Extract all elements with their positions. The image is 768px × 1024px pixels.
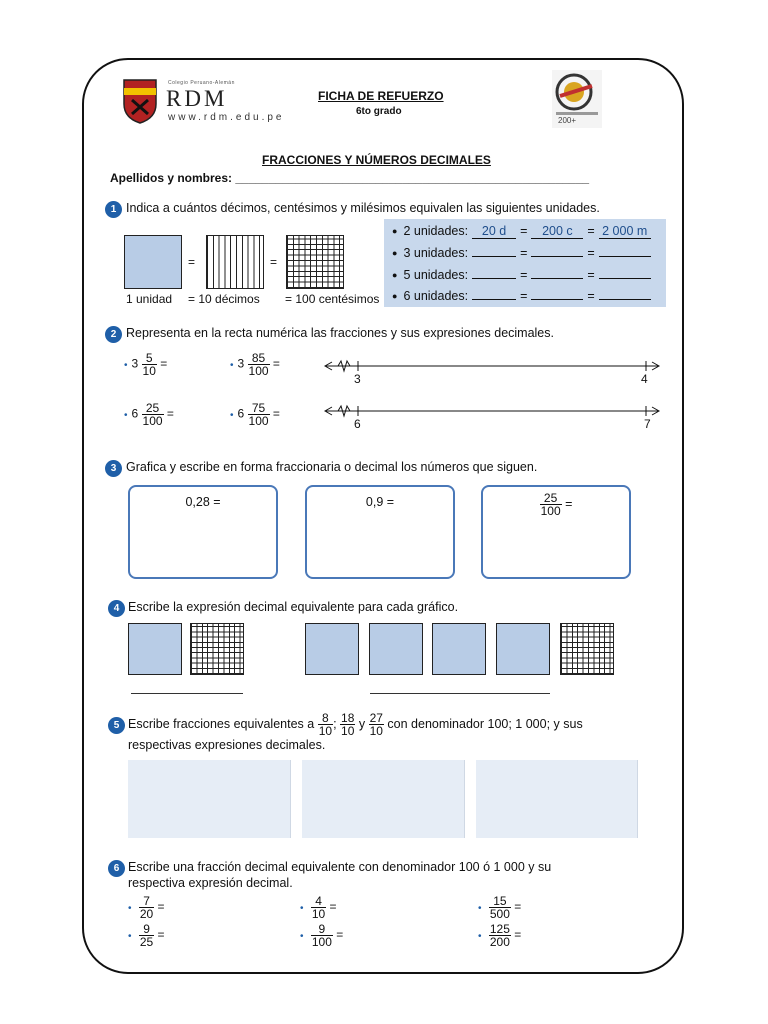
question-3-number: 3 — [105, 460, 122, 477]
row-label: 2 unidades: — [403, 224, 469, 238]
answer-blank[interactable]: 200 c — [531, 224, 583, 239]
whole-part: 3 — [237, 356, 245, 371]
row-label: 5 unidades: — [403, 268, 469, 282]
number-line-1-start: 3 — [354, 372, 361, 386]
denominator: 10 — [369, 724, 383, 738]
text-segment: con denominador 100; 1 000; y sus — [387, 716, 583, 731]
question-2-text: Representa en la recta numérica las fracciones y sus expresiones decimales. — [126, 326, 554, 340]
number-line-1-end: 4 — [641, 372, 648, 386]
fraction — [540, 492, 562, 517]
fraction — [142, 402, 164, 427]
number-line-2 — [322, 403, 662, 423]
bullet-icon: ● — [392, 270, 398, 280]
numerator: 7 — [139, 895, 154, 908]
text-segment: Escribe fracciones equivalentes a — [128, 716, 315, 731]
topic-title: FRACCIONES Y NÚMEROS DECIMALES — [262, 153, 491, 167]
fraction — [489, 895, 511, 920]
fraction — [139, 895, 154, 920]
numerator: 75 — [248, 402, 270, 415]
denominator: 100 — [142, 414, 163, 428]
question-1-text: Indica a cuántos décimos, centésimos y milésimos equivalen las siguientes unidades. — [126, 201, 600, 215]
unit-square — [305, 623, 359, 675]
numerator: 25 — [142, 402, 164, 415]
unit-square — [496, 623, 550, 675]
graph-answer-box[interactable] — [481, 485, 631, 579]
numerator: 4 — [311, 895, 326, 908]
fraction — [311, 895, 326, 920]
bullet-icon: ● — [392, 248, 398, 258]
denominator: 100 — [311, 935, 332, 949]
units-row: ● 5 unidades: = = — [392, 268, 655, 282]
fraction — [311, 923, 333, 948]
school-small-text: Colegio Peruano-Alemán — [168, 80, 235, 86]
unit-square — [128, 623, 182, 675]
numerator: 8 — [318, 712, 333, 725]
denominator: 25 — [139, 935, 154, 949]
fraction-item: • $\frac{9}{100}$ = — [300, 922, 344, 949]
answer-blank[interactable] — [531, 278, 583, 279]
numerator: 85 — [248, 352, 270, 365]
units-row: ● 6 unidades: = = — [392, 289, 655, 303]
denominator: 200 — [489, 935, 510, 949]
denominator: 100 — [248, 414, 269, 428]
name-field-label: Apellidos y nombres: _____________________________________________________ — [110, 171, 590, 185]
box-prompt: 0,28 = — [185, 495, 221, 509]
question-6-text: Escribe una fracción decimal equivalente con denominador 100 ó 1 000 y su — [128, 860, 552, 874]
numerator: 15 — [489, 895, 511, 908]
school-website: www.rdm.edu.pe — [168, 112, 285, 123]
denominator: 100 — [540, 504, 561, 518]
units-row: ● 3 unidades: = = — [392, 246, 655, 260]
bullet-icon: • — [128, 930, 132, 942]
box-prompt: $\frac{25}{100}$ = — [540, 491, 573, 518]
tenths-label: = 10 décimos — [188, 292, 260, 306]
document-title: FICHA DE REFUERZO — [318, 89, 444, 103]
mixed-number-item: • 6 $\frac{75}{100}$ = — [230, 401, 280, 428]
answer-blank[interactable]: 2 000 m — [599, 224, 651, 239]
school-name: RDM — [166, 86, 228, 111]
row-label: 3 unidades: — [403, 246, 469, 260]
box-prompt: 0,9 = — [365, 495, 395, 509]
unit-square — [124, 235, 182, 289]
mixed-number-item: • 3 $\frac{85}{100}$ = — [230, 351, 280, 378]
bullet-icon: • — [124, 359, 128, 371]
fraction — [318, 712, 333, 737]
bullet-icon: • — [478, 902, 482, 914]
fraction-item: • $\frac{7}{20}$ = — [128, 894, 165, 921]
bullet-icon: ● — [392, 291, 398, 301]
denominator: 10 — [341, 724, 355, 738]
equals-sign: = — [188, 255, 196, 269]
bullet-icon: • — [230, 359, 234, 371]
question-5-text-cont: respectivas expresiones decimales. — [128, 738, 326, 752]
question-4-number: 4 — [108, 600, 125, 617]
question-6-text-cont: respectiva expresión decimal. — [128, 876, 293, 890]
fraction — [248, 352, 270, 377]
fraction — [248, 402, 270, 427]
denominator: 10 — [142, 364, 156, 378]
unit-square — [432, 623, 486, 675]
denominator: 10 — [311, 907, 326, 921]
denominator: 500 — [489, 907, 510, 921]
question-1-number: 1 — [105, 201, 122, 218]
answer-box[interactable] — [128, 760, 291, 838]
fraction-item: • $\frac{125}{200}$ = — [478, 922, 522, 949]
bullet-icon: ● — [392, 226, 398, 236]
fraction — [139, 923, 154, 948]
grade-label: 6to grado — [356, 106, 402, 117]
answer-blank[interactable] — [599, 278, 651, 279]
answer-blank[interactable] — [472, 299, 516, 300]
hundredths-label: = 100 centésimos — [285, 292, 380, 306]
hundredths-grid — [190, 623, 244, 675]
answer-box[interactable] — [476, 760, 638, 838]
bullet-icon: • — [300, 902, 304, 914]
bullet-icon: • — [124, 409, 128, 421]
school-crest-icon — [122, 78, 158, 124]
bullet-icon: • — [230, 409, 234, 421]
whole-part: 6 — [237, 406, 245, 421]
answer-blank[interactable]: 20 d — [472, 224, 516, 239]
answer-line[interactable] — [370, 693, 550, 694]
answer-blank[interactable] — [472, 256, 516, 257]
numerator: 9 — [311, 923, 333, 936]
fraction-item: • $\frac{15}{500}$ = — [478, 894, 522, 921]
unit-label: 1 unidad — [126, 292, 173, 306]
units-answer-box — [384, 219, 666, 307]
mixed-number-item: • 3 $\frac{5}{10}$ = — [124, 351, 168, 378]
whole-part: 3 — [131, 356, 139, 371]
row-label: 6 unidades: — [403, 289, 469, 303]
badge-text: 200+ — [558, 116, 577, 125]
graph-answer-box[interactable] — [128, 485, 278, 579]
answer-blank[interactable] — [531, 299, 583, 300]
hundredths-grid — [560, 623, 614, 675]
fraction-item: • $\frac{9}{25}$ = — [128, 922, 165, 949]
question-4-text: Escribe la expresión decimal equivalente para cada gráfico. — [128, 600, 459, 614]
numerator: 18 — [341, 711, 355, 725]
fraction-item: • $\frac{4}{10}$ = — [300, 894, 337, 921]
mixed-number-item: • 6 $\frac{25}{100}$ = — [124, 401, 174, 428]
question-6-number: 6 — [108, 860, 125, 877]
fraction — [340, 712, 355, 737]
answer-blank[interactable] — [531, 256, 583, 257]
fraction — [142, 352, 157, 377]
answer-blank[interactable] — [599, 299, 651, 300]
number-line-2-start: 6 — [354, 417, 361, 431]
numerator: 5 — [142, 352, 157, 365]
graph-answer-box[interactable] — [305, 485, 455, 579]
denominator: 20 — [139, 907, 154, 921]
hundredths-grid — [286, 235, 344, 289]
denominator: 10 — [318, 724, 333, 738]
question-2-number: 2 — [105, 326, 122, 343]
fraction — [369, 712, 384, 737]
number-line-2-end: 7 — [644, 417, 651, 431]
question-3-text: Grafica y escribe en forma fraccionaria o decimal los números que siguen. — [126, 460, 538, 474]
bullet-icon: • — [478, 930, 482, 942]
answer-blank[interactable] — [472, 278, 516, 279]
whole-part: 6 — [131, 406, 139, 421]
numerator: 125 — [489, 922, 510, 936]
numerator: 27 — [369, 711, 383, 725]
question-5-number: 5 — [108, 717, 125, 734]
numerator: 9 — [139, 923, 154, 936]
tenths-grid — [206, 235, 264, 289]
denominator: 100 — [248, 364, 269, 378]
bullet-icon: • — [300, 930, 304, 942]
units-row: ● 2 unidades: 20 d = 200 c = 2 000 m — [392, 224, 655, 239]
answer-box[interactable] — [302, 760, 465, 838]
equals-sign: = — [270, 255, 278, 269]
numerator: 25 — [540, 492, 562, 505]
answer-line[interactable] — [131, 693, 243, 694]
number-line-1 — [322, 358, 662, 378]
fraction — [489, 923, 511, 948]
bullet-icon: • — [128, 902, 132, 914]
answer-blank[interactable] — [599, 256, 651, 257]
unit-square — [369, 623, 423, 675]
question-5-text: Escribe fracciones equivalentes a $\frac{8}{10}$ ; $\frac{18}{10}$ y $\frac{27}{10}$ con denominador 100; 1 000; y sus — [128, 711, 583, 738]
